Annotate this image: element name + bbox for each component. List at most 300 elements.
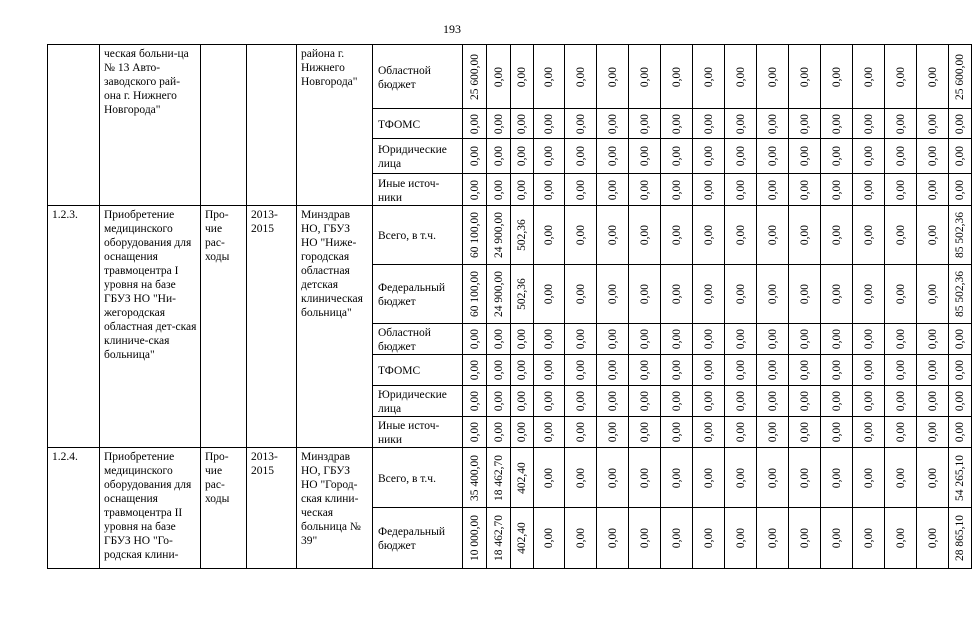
amount-value: 0,00 (926, 359, 939, 381)
amount-value: 0,00 (926, 66, 939, 87)
amount-cell (853, 386, 885, 417)
amount-cell (725, 508, 757, 569)
amount-cell (693, 448, 725, 508)
amount-value: 0,00 (516, 113, 528, 134)
funding-source: Юридические лица (373, 386, 463, 417)
amount-cell (949, 206, 972, 265)
amount-value: 0,00 (954, 390, 966, 412)
amount-cell (885, 355, 917, 386)
amount-value: 0,00 (734, 421, 747, 443)
amount-cell (511, 174, 534, 206)
amount-value: 0,00 (574, 283, 587, 305)
amount-value: 0,00 (798, 145, 811, 167)
amount-cell (917, 139, 949, 174)
amount-value: 0,00 (766, 421, 779, 443)
amount-value: 0,00 (926, 467, 939, 488)
amount-value: 0,00 (702, 179, 715, 200)
amount-cell (487, 324, 511, 355)
amount-cell (821, 324, 853, 355)
amount-value: 0,00 (702, 283, 715, 305)
amount-cell (463, 417, 487, 448)
amount-cell (949, 45, 972, 109)
amount-value: 0,00 (766, 328, 779, 350)
amount-value: 0,00 (468, 179, 481, 200)
amount-value: 502,36 (516, 278, 528, 310)
amount-cell (511, 139, 534, 174)
amount-value: 0,00 (670, 224, 683, 246)
amount-cell (565, 355, 597, 386)
amount-value: 0,00 (862, 283, 875, 305)
amount-cell (917, 265, 949, 324)
amount-value: 0,00 (830, 283, 843, 305)
amount-cell (853, 139, 885, 174)
amount-value: 0,00 (702, 527, 715, 549)
amount-cell (661, 386, 693, 417)
amount-cell (661, 265, 693, 324)
amount-cell (565, 417, 597, 448)
amount-cell (821, 417, 853, 448)
amount-cell (629, 355, 661, 386)
amount-cell (757, 109, 789, 139)
funding-source: Федеральный бюджет (373, 265, 463, 324)
amount-value: 0,00 (516, 421, 528, 443)
amount-value: 0,00 (798, 527, 811, 549)
amount-cell (725, 139, 757, 174)
amount-value: 0,00 (734, 390, 747, 412)
amount-cell (757, 386, 789, 417)
amount-cell (693, 45, 725, 109)
amount-value: 0,00 (670, 527, 683, 549)
amount-cell (463, 206, 487, 265)
amount-cell (853, 265, 885, 324)
amount-value: 0,00 (574, 179, 587, 200)
amount-cell (789, 206, 821, 265)
amount-cell (534, 139, 565, 174)
amount-cell (693, 109, 725, 139)
amount-value: 0,00 (638, 527, 651, 549)
amount-value: 0,00 (894, 467, 907, 488)
amount-value: 0,00 (766, 283, 779, 305)
amount-value: 0,00 (954, 421, 966, 443)
amount-value: 0,00 (926, 527, 939, 549)
amount-value: 0,00 (638, 328, 651, 350)
amount-cell (629, 206, 661, 265)
amount-value: 0,00 (574, 467, 587, 488)
amount-value: 0,00 (606, 421, 619, 443)
amount-cell (789, 448, 821, 508)
amount-value: 0,00 (798, 224, 811, 246)
amount-value: 0,00 (670, 145, 683, 167)
amount-cell (725, 109, 757, 139)
amount-cell (511, 417, 534, 448)
amount-value: 0,00 (862, 224, 875, 246)
amount-value: 0,00 (926, 421, 939, 443)
amount-value: 0,00 (734, 66, 747, 87)
amount-cell (661, 448, 693, 508)
amount-value: 0,00 (543, 283, 555, 305)
amount-value: 0,00 (766, 145, 779, 167)
amount-value: 0,00 (702, 390, 715, 412)
amount-value: 85 502,36 (954, 212, 966, 258)
amount-value: 0,00 (830, 467, 843, 488)
amount-value: 0,00 (574, 145, 587, 167)
amount-value: 0,00 (543, 66, 555, 87)
amount-value: 0,00 (606, 179, 619, 200)
amount-cell (853, 206, 885, 265)
amount-cell (757, 139, 789, 174)
amount-cell (949, 324, 972, 355)
amount-value: 0,00 (954, 179, 966, 200)
amount-value: 0,00 (926, 224, 939, 246)
amount-value: 0,00 (862, 390, 875, 412)
amount-cell (565, 386, 597, 417)
amount-value: 0,00 (766, 179, 779, 200)
funding-source: Иные источ-ники (373, 174, 463, 206)
amount-cell (597, 508, 629, 569)
amount-value: 0,00 (798, 328, 811, 350)
amount-cell (821, 45, 853, 109)
amount-cell (917, 448, 949, 508)
amount-cell (885, 139, 917, 174)
amount-value: 0,00 (492, 113, 505, 134)
amount-cell (725, 324, 757, 355)
executor: района г. Нижнего Новгорода" (297, 45, 373, 206)
amount-cell (917, 508, 949, 569)
amount-cell (853, 324, 885, 355)
amount-cell (511, 355, 534, 386)
amount-cell (661, 324, 693, 355)
amount-cell (534, 174, 565, 206)
amount-value: 0,00 (862, 527, 875, 549)
amount-cell (629, 45, 661, 109)
amount-cell (853, 417, 885, 448)
amount-cell (853, 109, 885, 139)
amount-value: 0,00 (574, 328, 587, 350)
amount-value: 0,00 (894, 145, 907, 167)
amount-value: 0,00 (670, 421, 683, 443)
amount-cell (487, 386, 511, 417)
amount-cell (917, 109, 949, 139)
amount-cell (487, 174, 511, 206)
amount-cell (463, 174, 487, 206)
funding-source: Всего, в т.ч. (373, 206, 463, 265)
amount-cell (534, 206, 565, 265)
amount-cell (661, 206, 693, 265)
amount-value: 0,00 (894, 328, 907, 350)
amount-value: 0,00 (638, 224, 651, 246)
amount-value: 0,00 (734, 113, 747, 134)
funding-source: ТФОМС (373, 355, 463, 386)
amount-cell (949, 448, 972, 508)
amount-value: 0,00 (492, 421, 505, 443)
amount-value: 0,00 (766, 359, 779, 381)
period: 2013-2015 (247, 448, 297, 569)
amount-cell (661, 45, 693, 109)
amount-value: 0,00 (830, 421, 843, 443)
amount-cell (463, 45, 487, 109)
amount-value: 0,00 (862, 328, 875, 350)
amount-cell (885, 45, 917, 109)
amount-cell (757, 324, 789, 355)
amount-cell (511, 386, 534, 417)
amount-cell (853, 174, 885, 206)
amount-value: 0,00 (702, 113, 715, 134)
amount-cell (789, 355, 821, 386)
amount-cell (789, 324, 821, 355)
amount-cell (511, 109, 534, 139)
amount-cell (597, 174, 629, 206)
amount-cell (789, 45, 821, 109)
amount-value: 0,00 (862, 113, 875, 134)
amount-value: 0,00 (954, 359, 966, 381)
amount-cell (487, 417, 511, 448)
amount-cell (789, 265, 821, 324)
amount-cell (661, 109, 693, 139)
amount-cell (629, 448, 661, 508)
period: 2013-2015 (247, 206, 297, 448)
amount-value: 0,00 (894, 421, 907, 443)
amount-value: 0,00 (543, 113, 555, 134)
amount-cell (463, 386, 487, 417)
funding-source: Иные источ-ники (373, 417, 463, 448)
amount-value: 0,00 (543, 145, 555, 167)
amount-cell (693, 508, 725, 569)
amount-value: 0,00 (574, 224, 587, 246)
amount-value: 0,00 (606, 359, 619, 381)
amount-cell (511, 45, 534, 109)
amount-value: 0,00 (574, 421, 587, 443)
amount-cell (534, 324, 565, 355)
amount-value: 0,00 (702, 66, 715, 87)
amount-value: 0,00 (894, 179, 907, 200)
expense-type: Про-чие рас-ходы (201, 206, 247, 448)
page-number: 193 (443, 22, 461, 36)
amount-value: 0,00 (516, 390, 528, 412)
amount-value: 0,00 (830, 359, 843, 381)
amount-value: 0,00 (734, 359, 747, 381)
amount-cell (661, 508, 693, 569)
amount-cell (821, 174, 853, 206)
amount-value: 0,00 (670, 283, 683, 305)
amount-value: 0,00 (766, 113, 779, 134)
amount-value: 0,00 (766, 527, 779, 549)
amount-value: 24 900,00 (492, 271, 505, 317)
amount-value: 0,00 (894, 359, 907, 381)
amount-cell (693, 174, 725, 206)
amount-value: 0,00 (702, 467, 715, 488)
amount-value: 0,00 (543, 527, 555, 549)
amount-value: 0,00 (468, 390, 481, 412)
amount-value: 0,00 (606, 467, 619, 488)
amount-cell (725, 45, 757, 109)
amount-value: 0,00 (638, 359, 651, 381)
item-name: Приобретение медицинского оборудования для оснащения травмоцентра II уровня на базе ГБУЗ НО "Го-родская клини- (100, 448, 201, 569)
amount-cell (597, 417, 629, 448)
amount-cell (487, 109, 511, 139)
amount-cell (917, 355, 949, 386)
amount-cell (597, 386, 629, 417)
amount-cell (534, 417, 565, 448)
amount-cell (885, 109, 917, 139)
amount-value: 0,00 (894, 224, 907, 246)
amount-value: 0,00 (543, 467, 555, 488)
amount-value: 0,00 (543, 224, 555, 246)
amount-cell (565, 139, 597, 174)
amount-cell (463, 448, 487, 508)
amount-cell (821, 206, 853, 265)
amount-value: 0,00 (798, 467, 811, 488)
amount-value: 0,00 (702, 359, 715, 381)
amount-value: 0,00 (954, 328, 966, 350)
amount-value: 0,00 (894, 66, 907, 87)
item-number (48, 45, 100, 206)
amount-cell (487, 448, 511, 508)
amount-value: 0,00 (926, 145, 939, 167)
amount-cell (511, 508, 534, 569)
amount-value: 0,00 (894, 283, 907, 305)
amount-cell (661, 174, 693, 206)
amount-cell (821, 109, 853, 139)
expense-type (201, 45, 247, 206)
amount-cell (534, 45, 565, 109)
amount-cell (565, 174, 597, 206)
amount-value: 0,00 (862, 179, 875, 200)
amount-cell (629, 324, 661, 355)
amount-cell (757, 355, 789, 386)
amount-cell (725, 417, 757, 448)
amount-cell (949, 417, 972, 448)
amount-cell (487, 508, 511, 569)
amount-cell (693, 324, 725, 355)
amount-cell (757, 417, 789, 448)
amount-cell (789, 417, 821, 448)
amount-value: 0,00 (492, 390, 505, 412)
amount-value: 0,00 (468, 145, 481, 167)
amount-cell (661, 355, 693, 386)
amount-value: 0,00 (862, 359, 875, 381)
amount-value: 0,00 (670, 328, 683, 350)
amount-value: 0,00 (798, 283, 811, 305)
amount-cell (565, 109, 597, 139)
amount-value: 0,00 (734, 179, 747, 200)
amount-value: 85 502,36 (954, 271, 966, 317)
amount-value: 0,00 (862, 145, 875, 167)
amount-cell (917, 174, 949, 206)
amount-cell (949, 355, 972, 386)
funding-source: ТФОМС (373, 109, 463, 139)
amount-cell (597, 206, 629, 265)
financing-table (47, 44, 972, 569)
amount-cell (597, 265, 629, 324)
amount-value: 0,00 (606, 328, 619, 350)
amount-value: 60 100,00 (468, 212, 481, 258)
amount-value: 54 265,10 (954, 454, 966, 501)
amount-value: 0,00 (798, 390, 811, 412)
amount-cell (629, 508, 661, 569)
amount-value: 0,00 (830, 145, 843, 167)
amount-cell (693, 417, 725, 448)
amount-value: 0,00 (830, 66, 843, 87)
amount-value: 0,00 (670, 179, 683, 200)
amount-value: 0,00 (670, 113, 683, 134)
amount-cell (629, 386, 661, 417)
amount-value: 0,00 (606, 66, 619, 87)
amount-value: 0,00 (492, 66, 505, 87)
amount-value: 0,00 (670, 359, 683, 381)
amount-value: 25 600,00 (954, 53, 966, 100)
amount-value: 0,00 (638, 145, 651, 167)
amount-cell (629, 109, 661, 139)
amount-cell (885, 417, 917, 448)
amount-cell (725, 206, 757, 265)
amount-value: 0,00 (734, 145, 747, 167)
amount-cell (757, 448, 789, 508)
amount-value: 0,00 (766, 224, 779, 246)
amount-value: 0,00 (926, 328, 939, 350)
amount-cell (949, 508, 972, 569)
amount-cell (821, 508, 853, 569)
amount-value: 0,00 (574, 527, 587, 549)
amount-cell (629, 265, 661, 324)
amount-cell (511, 206, 534, 265)
amount-cell (917, 324, 949, 355)
amount-cell (757, 265, 789, 324)
amount-value: 0,00 (830, 328, 843, 350)
amount-cell (693, 265, 725, 324)
amount-value: 0,00 (516, 328, 528, 350)
amount-value: 0,00 (638, 66, 651, 87)
amount-value: 0,00 (574, 66, 587, 87)
amount-cell (463, 265, 487, 324)
amount-cell (565, 448, 597, 508)
amount-value: 60 100,00 (468, 271, 481, 317)
amount-cell (789, 109, 821, 139)
amount-cell (597, 45, 629, 109)
amount-value: 0,00 (606, 527, 619, 549)
amount-cell (821, 448, 853, 508)
amount-cell (949, 265, 972, 324)
amount-cell (789, 508, 821, 569)
amount-value: 0,00 (638, 421, 651, 443)
amount-cell (629, 174, 661, 206)
amount-cell (629, 139, 661, 174)
amount-value: 0,00 (830, 390, 843, 412)
amount-value: 0,00 (766, 66, 779, 87)
funding-source: Федеральный бюджет (373, 508, 463, 569)
amount-value: 0,00 (516, 359, 528, 381)
amount-value: 0,00 (638, 390, 651, 412)
amount-value: 0,00 (734, 467, 747, 488)
item-name: Приобретение медицинского оборудования для оснащения травмоцентра I уровня на базе ГБУЗ НО "Ни-жегородская областная дет-ская клиниче-ская больница" (100, 206, 201, 448)
amount-cell (463, 355, 487, 386)
amount-value: 0,00 (830, 224, 843, 246)
amount-value: 0,00 (894, 527, 907, 549)
amount-cell (693, 355, 725, 386)
amount-cell (693, 386, 725, 417)
amount-cell (487, 265, 511, 324)
table-row (48, 448, 972, 508)
amount-cell (725, 386, 757, 417)
amount-value: 0,00 (574, 390, 587, 412)
item-number: 1.2.3. (48, 206, 100, 448)
amount-cell (463, 324, 487, 355)
amount-value: 0,00 (543, 328, 555, 350)
amount-cell (821, 139, 853, 174)
amount-value: 0,00 (798, 66, 811, 87)
amount-cell (629, 417, 661, 448)
amount-cell (693, 139, 725, 174)
amount-value: 0,00 (954, 145, 966, 167)
